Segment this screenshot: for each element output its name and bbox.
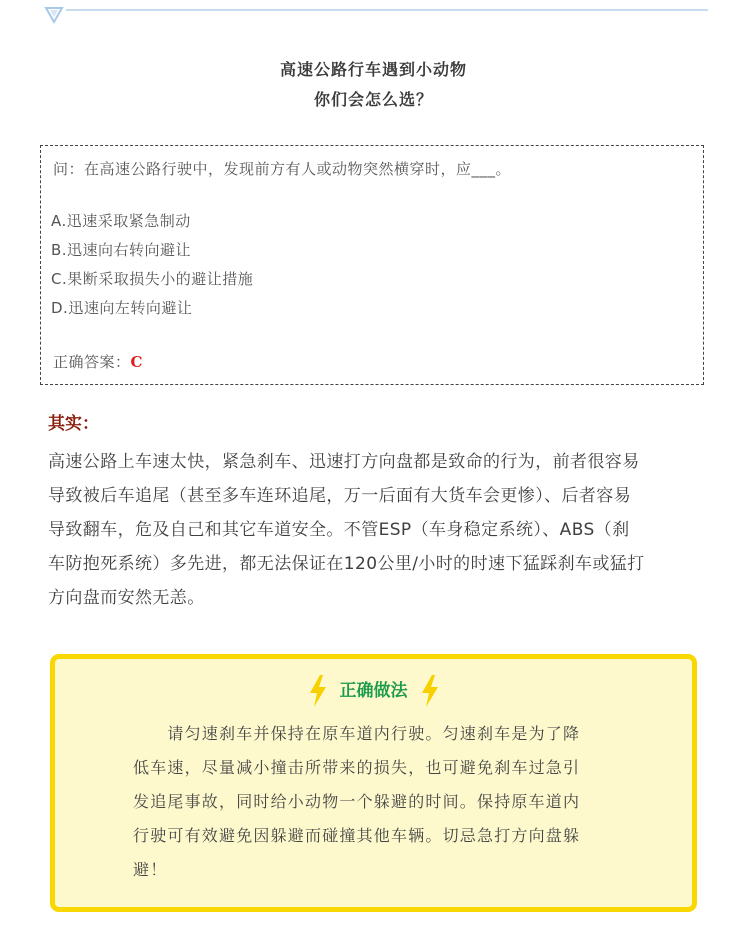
- quiz-answer-label: 正确答案：: [53, 353, 131, 371]
- quiz-option-c: C.果断采取损失小的避让措施: [51, 270, 254, 288]
- quiz-question: 问：在高速公路行驶中，发现前方有人或动物突然横穿时，应___。: [53, 160, 512, 178]
- top-divider: [44, 4, 708, 26]
- lightning-icon: [420, 675, 440, 707]
- tip-header: [55, 673, 692, 709]
- tip-line: 发追尾事故，同时给小动物一个躲避的时间。保持原车道内: [133, 792, 581, 811]
- explanation-line: 高速公路上车速太快，紧急刹车、迅速打方向盘都是致命的行为，前者很容易: [48, 452, 640, 472]
- quiz-answer-value: C: [130, 353, 143, 371]
- page-title-line1: 高速公路行车遇到小动物: [279, 60, 467, 79]
- tip-line: 低车速，尽量减小撞击所带来的损失，也可避免刹车过急引: [133, 758, 581, 777]
- explanation-line: 导致翻车，危及自己和其它车道安全。不管ESP（车身稳定系统）、ABS（刹: [48, 520, 630, 540]
- explanation-line: 方向盘而安然无恙。: [48, 588, 205, 608]
- quiz-option-d: D.迅速向左转向避让: [51, 299, 193, 317]
- tip-line: 请匀速刹车并保持在原车道内行驶。匀速刹车是为了降: [133, 724, 581, 743]
- explanation-paragraph: [48, 445, 703, 615]
- quiz-box: [40, 145, 704, 385]
- quiz-option-a: A.迅速采取紧急制动: [51, 212, 191, 230]
- explanation-line: 车防抱死系统）多先进，都无法保证在120公里/小时的时速下猛踩刹车或猛打: [48, 554, 645, 574]
- explanation-line: 导致被后车追尾（甚至多车连环追尾，万一后面有大货车会更惨）、后者容易: [48, 486, 632, 506]
- tip-line: 避！: [133, 860, 168, 879]
- divider-graphic: [44, 4, 708, 26]
- quiz-answer: [53, 351, 143, 373]
- tip-line: 行驶可有效避免因躲避而碰撞其他车辆。切忌急打方向盘躲: [133, 826, 581, 845]
- tip-box: [50, 654, 697, 912]
- lightning-icon: [308, 675, 328, 707]
- page-title-line2: 你们会怎么选？: [313, 90, 433, 109]
- explanation-heading: 其实：: [48, 414, 99, 434]
- tip-body: [133, 717, 633, 887]
- quiz-option-b: B.迅速向右转向避让: [51, 241, 192, 259]
- tip-title: 正确做法: [339, 681, 408, 701]
